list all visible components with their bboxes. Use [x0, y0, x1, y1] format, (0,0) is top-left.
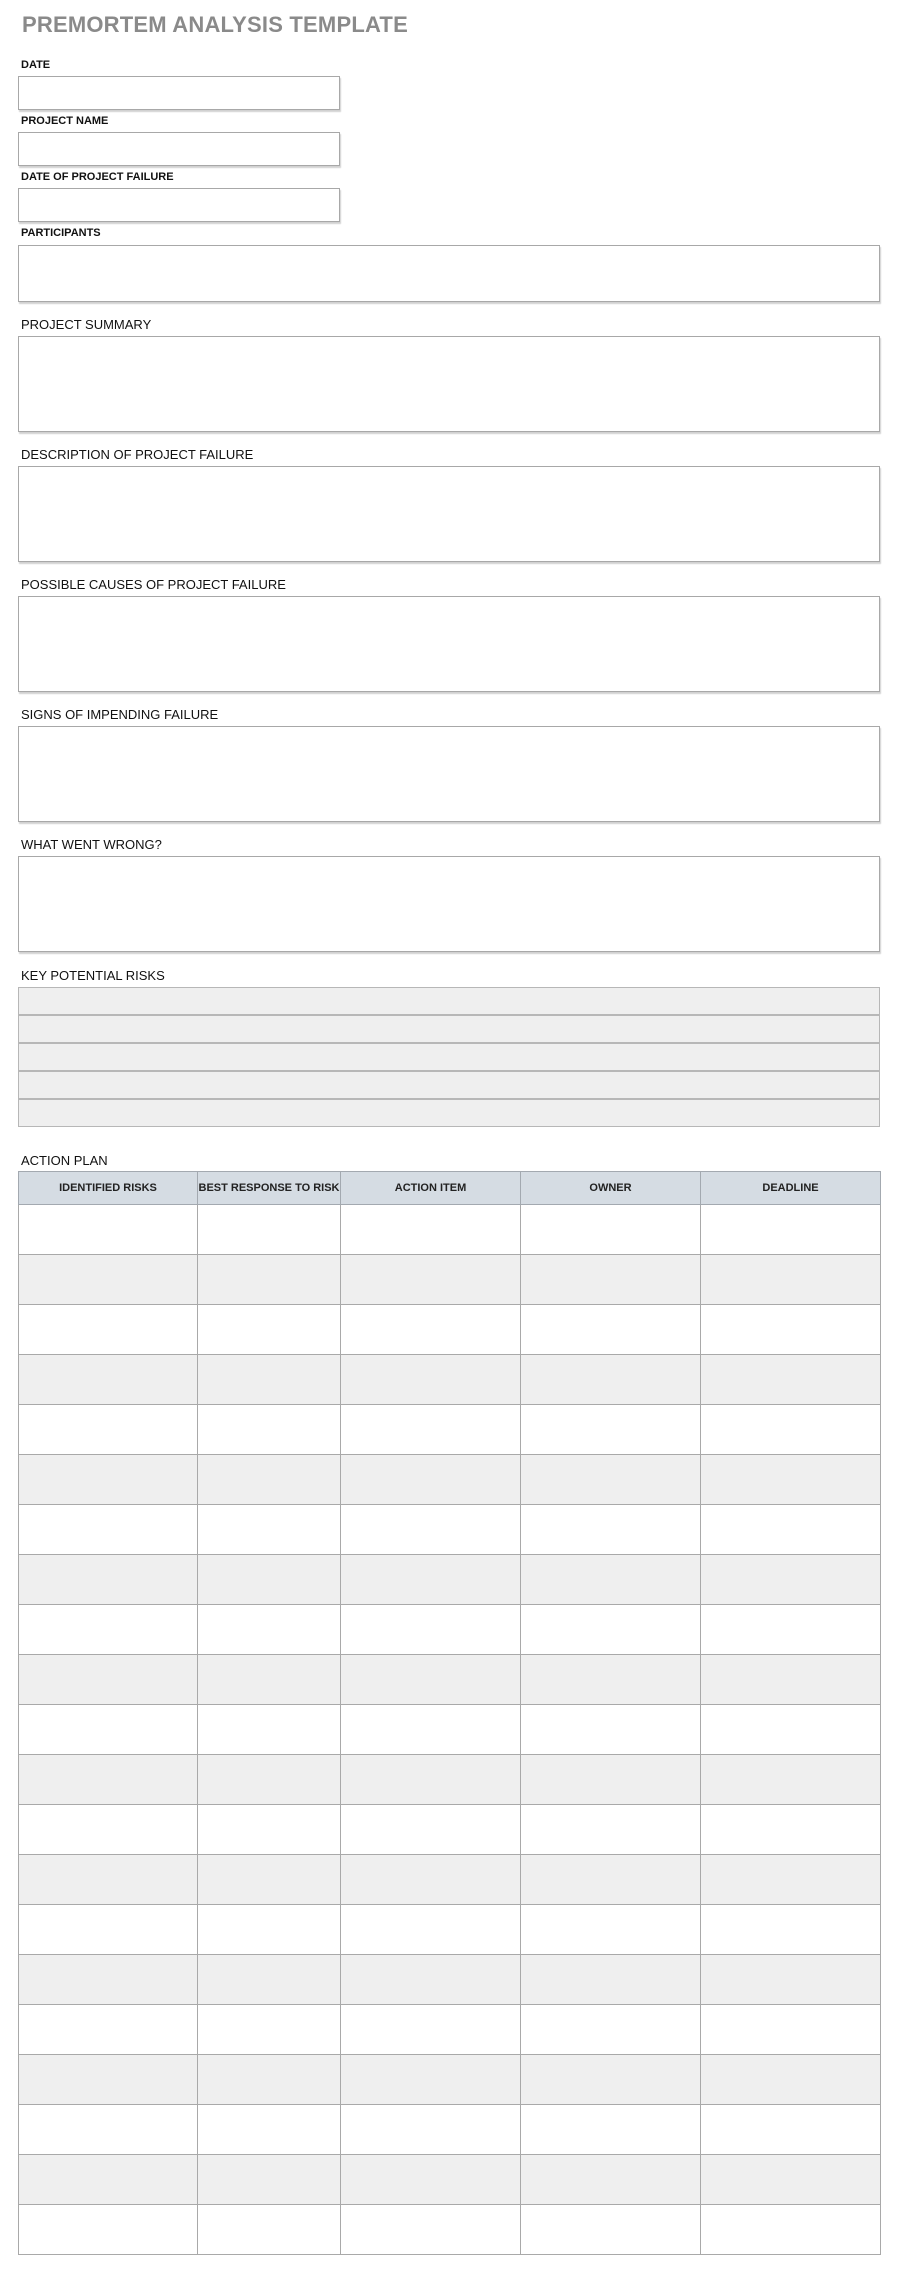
- page-title: PREMORTEM ANALYSIS TEMPLATE: [22, 12, 408, 37]
- table-cell[interactable]: [701, 2055, 881, 2105]
- table-row: [19, 1855, 881, 1905]
- table-cell[interactable]: [521, 2205, 701, 2255]
- table-cell[interactable]: [341, 1655, 521, 1705]
- table-cell[interactable]: [19, 2155, 198, 2205]
- table-cell[interactable]: [198, 2005, 341, 2055]
- table-cell[interactable]: [701, 1955, 881, 2005]
- col-owner: OWNER: [521, 1172, 701, 1205]
- table-cell[interactable]: [701, 1705, 881, 1755]
- risk-row[interactable]: [18, 1043, 880, 1071]
- table-cell[interactable]: [521, 1705, 701, 1755]
- table-row: [19, 1305, 881, 1355]
- table-row: [19, 2005, 881, 2055]
- table-cell[interactable]: [341, 1905, 521, 1955]
- table-cell[interactable]: [701, 2155, 881, 2205]
- table-header-row: [19, 1172, 881, 1205]
- table-cell[interactable]: [521, 2055, 701, 2105]
- table-cell[interactable]: [341, 1755, 521, 1805]
- table-cell[interactable]: [19, 1205, 198, 1255]
- table-cell[interactable]: [198, 1805, 341, 1855]
- table-cell[interactable]: [19, 1555, 198, 1605]
- table-cell[interactable]: [19, 1605, 198, 1655]
- col-action-item: ACTION ITEM: [341, 1172, 521, 1205]
- table-cell[interactable]: [198, 1755, 341, 1805]
- risk-row[interactable]: [18, 987, 880, 1015]
- table-cell[interactable]: [341, 1455, 521, 1505]
- failure-description-label: DESCRIPTION OF PROJECT FAILURE: [21, 447, 254, 462]
- table-cell[interactable]: [19, 1305, 198, 1355]
- table-cell[interactable]: [521, 1855, 701, 1905]
- project-summary-field[interactable]: [18, 336, 880, 432]
- table-cell[interactable]: [19, 1405, 198, 1455]
- table-row: [19, 1705, 881, 1755]
- risk-row[interactable]: [18, 1015, 880, 1043]
- col-identified-risks: IDENTIFIED RISKS: [19, 1172, 198, 1205]
- table-cell[interactable]: [521, 2105, 701, 2155]
- table-cell[interactable]: [198, 1505, 341, 1555]
- table-cell[interactable]: [521, 1455, 701, 1505]
- participants-field[interactable]: [18, 245, 880, 302]
- table-cell[interactable]: [198, 2055, 341, 2105]
- action-plan-label: ACTION PLAN: [21, 1153, 108, 1168]
- table-cell[interactable]: [198, 1405, 341, 1455]
- risk-row[interactable]: [18, 1071, 880, 1099]
- table-cell[interactable]: [341, 2155, 521, 2205]
- table-cell[interactable]: [521, 1305, 701, 1355]
- table-row: [19, 1655, 881, 1705]
- table-cell[interactable]: [19, 1755, 198, 1805]
- table-cell[interactable]: [341, 2005, 521, 2055]
- table-cell[interactable]: [198, 1555, 341, 1605]
- table-cell[interactable]: [19, 1455, 198, 1505]
- key-risks-label: KEY POTENTIAL RISKS: [21, 968, 165, 983]
- table-cell[interactable]: [341, 1855, 521, 1905]
- table-cell[interactable]: [19, 1805, 198, 1855]
- table-cell[interactable]: [341, 1705, 521, 1755]
- table-row: [19, 2205, 881, 2255]
- table-cell[interactable]: [198, 1855, 341, 1905]
- table-cell[interactable]: [701, 1655, 881, 1705]
- table-cell[interactable]: [341, 1805, 521, 1855]
- table-cell[interactable]: [701, 1355, 881, 1405]
- table-cell[interactable]: [198, 2205, 341, 2255]
- table-cell[interactable]: [198, 1955, 341, 2005]
- table-cell[interactable]: [19, 1255, 198, 1305]
- table-cell[interactable]: [521, 1955, 701, 2005]
- table-cell[interactable]: [701, 2105, 881, 2155]
- table-cell[interactable]: [521, 1505, 701, 1555]
- table-cell[interactable]: [701, 1405, 881, 1455]
- table-cell[interactable]: [19, 2005, 198, 2055]
- table-cell[interactable]: [701, 2205, 881, 2255]
- table-cell[interactable]: [521, 1805, 701, 1855]
- table-cell[interactable]: [521, 1655, 701, 1705]
- table-cell[interactable]: [521, 1255, 701, 1305]
- table-row: [19, 2155, 881, 2205]
- signs-of-failure-field[interactable]: [18, 726, 880, 822]
- participants-label: PARTICIPANTS: [21, 227, 101, 239]
- project-name-label: PROJECT NAME: [21, 115, 109, 127]
- possible-causes-field[interactable]: [18, 596, 880, 692]
- table-cell[interactable]: [341, 2055, 521, 2105]
- table-row: [19, 1255, 881, 1305]
- table-cell[interactable]: [701, 1305, 881, 1355]
- table-cell[interactable]: [19, 1355, 198, 1405]
- table-cell[interactable]: [19, 2205, 198, 2255]
- failure-description-field[interactable]: [18, 466, 880, 562]
- table-cell[interactable]: [521, 1605, 701, 1655]
- table-cell[interactable]: [198, 1455, 341, 1505]
- table-cell[interactable]: [341, 1605, 521, 1655]
- table-row: [19, 1405, 881, 1455]
- table-cell[interactable]: [19, 1505, 198, 1555]
- table-cell[interactable]: [341, 1255, 521, 1305]
- table-row: [19, 2055, 881, 2105]
- table-cell[interactable]: [198, 1205, 341, 1255]
- risk-row[interactable]: [18, 1099, 880, 1127]
- table-cell[interactable]: [198, 1305, 341, 1355]
- table-cell[interactable]: [701, 1755, 881, 1805]
- table-row: [19, 1605, 881, 1655]
- date-label: DATE: [21, 59, 51, 71]
- table-cell[interactable]: [701, 1505, 881, 1555]
- table-row: [19, 1955, 881, 2005]
- table-row: [19, 2105, 881, 2155]
- table-cell[interactable]: [19, 1955, 198, 2005]
- table-cell[interactable]: [19, 1905, 198, 1955]
- table-row: [19, 1505, 881, 1555]
- table-cell[interactable]: [521, 2005, 701, 2055]
- table-row: [19, 1355, 881, 1405]
- table-cell[interactable]: [701, 1855, 881, 1905]
- table-cell[interactable]: [701, 1905, 881, 1955]
- table-row: [19, 1905, 881, 1955]
- what-went-wrong-label: WHAT WENT WRONG?: [21, 837, 162, 852]
- table-cell[interactable]: [198, 1255, 341, 1305]
- date-field[interactable]: [18, 76, 340, 110]
- table-cell[interactable]: [521, 1905, 701, 1955]
- col-best-response: BEST RESPONSE TO RISK: [198, 1172, 341, 1205]
- table-cell[interactable]: [341, 1305, 521, 1355]
- table-cell[interactable]: [341, 2105, 521, 2155]
- table-cell[interactable]: [521, 1205, 701, 1255]
- table-cell[interactable]: [198, 1605, 341, 1655]
- table-cell[interactable]: [341, 1205, 521, 1255]
- table-cell[interactable]: [521, 1405, 701, 1455]
- table-cell[interactable]: [701, 1605, 881, 1655]
- table-row: [19, 1455, 881, 1505]
- table-row: [19, 1555, 881, 1605]
- table-cell[interactable]: [521, 1355, 701, 1405]
- table-cell[interactable]: [198, 1355, 341, 1405]
- table-cell[interactable]: [341, 1355, 521, 1405]
- table-cell[interactable]: [198, 2155, 341, 2205]
- table-cell[interactable]: [701, 1205, 881, 1255]
- table-cell[interactable]: [341, 2205, 521, 2255]
- table-cell[interactable]: [198, 1905, 341, 1955]
- table-cell[interactable]: [521, 1755, 701, 1805]
- failure-date-label: DATE OF PROJECT FAILURE: [21, 171, 174, 183]
- table-cell[interactable]: [19, 1655, 198, 1705]
- col-deadline: DEADLINE: [701, 1172, 881, 1205]
- table-cell[interactable]: [198, 1705, 341, 1755]
- table-cell[interactable]: [341, 1555, 521, 1605]
- possible-causes-label: POSSIBLE CAUSES OF PROJECT FAILURE: [21, 577, 286, 592]
- table-cell[interactable]: [341, 1955, 521, 2005]
- table-row: [19, 1755, 881, 1805]
- failure-date-field[interactable]: [18, 188, 340, 222]
- table-cell[interactable]: [701, 1455, 881, 1505]
- project-summary-label: PROJECT SUMMARY: [21, 317, 152, 332]
- table-cell[interactable]: [341, 1405, 521, 1455]
- table-cell[interactable]: [19, 2055, 198, 2105]
- what-went-wrong-field[interactable]: [18, 856, 880, 952]
- table-cell[interactable]: [19, 1705, 198, 1755]
- signs-of-failure-label: SIGNS OF IMPENDING FAILURE: [21, 707, 219, 722]
- table-cell[interactable]: [198, 2105, 341, 2155]
- action-plan-table: [18, 1171, 881, 2255]
- table-cell[interactable]: [701, 1555, 881, 1605]
- table-cell[interactable]: [341, 1505, 521, 1555]
- table-cell[interactable]: [198, 1655, 341, 1705]
- project-name-field[interactable]: [18, 132, 340, 166]
- table-cell[interactable]: [521, 2155, 701, 2205]
- table-cell[interactable]: [701, 1255, 881, 1305]
- table-row: [19, 1205, 881, 1255]
- table-cell[interactable]: [701, 1805, 881, 1855]
- table-cell[interactable]: [19, 2105, 198, 2155]
- table-row: [19, 1805, 881, 1855]
- table-cell[interactable]: [701, 2005, 881, 2055]
- table-cell[interactable]: [19, 1855, 198, 1905]
- table-cell[interactable]: [521, 1555, 701, 1605]
